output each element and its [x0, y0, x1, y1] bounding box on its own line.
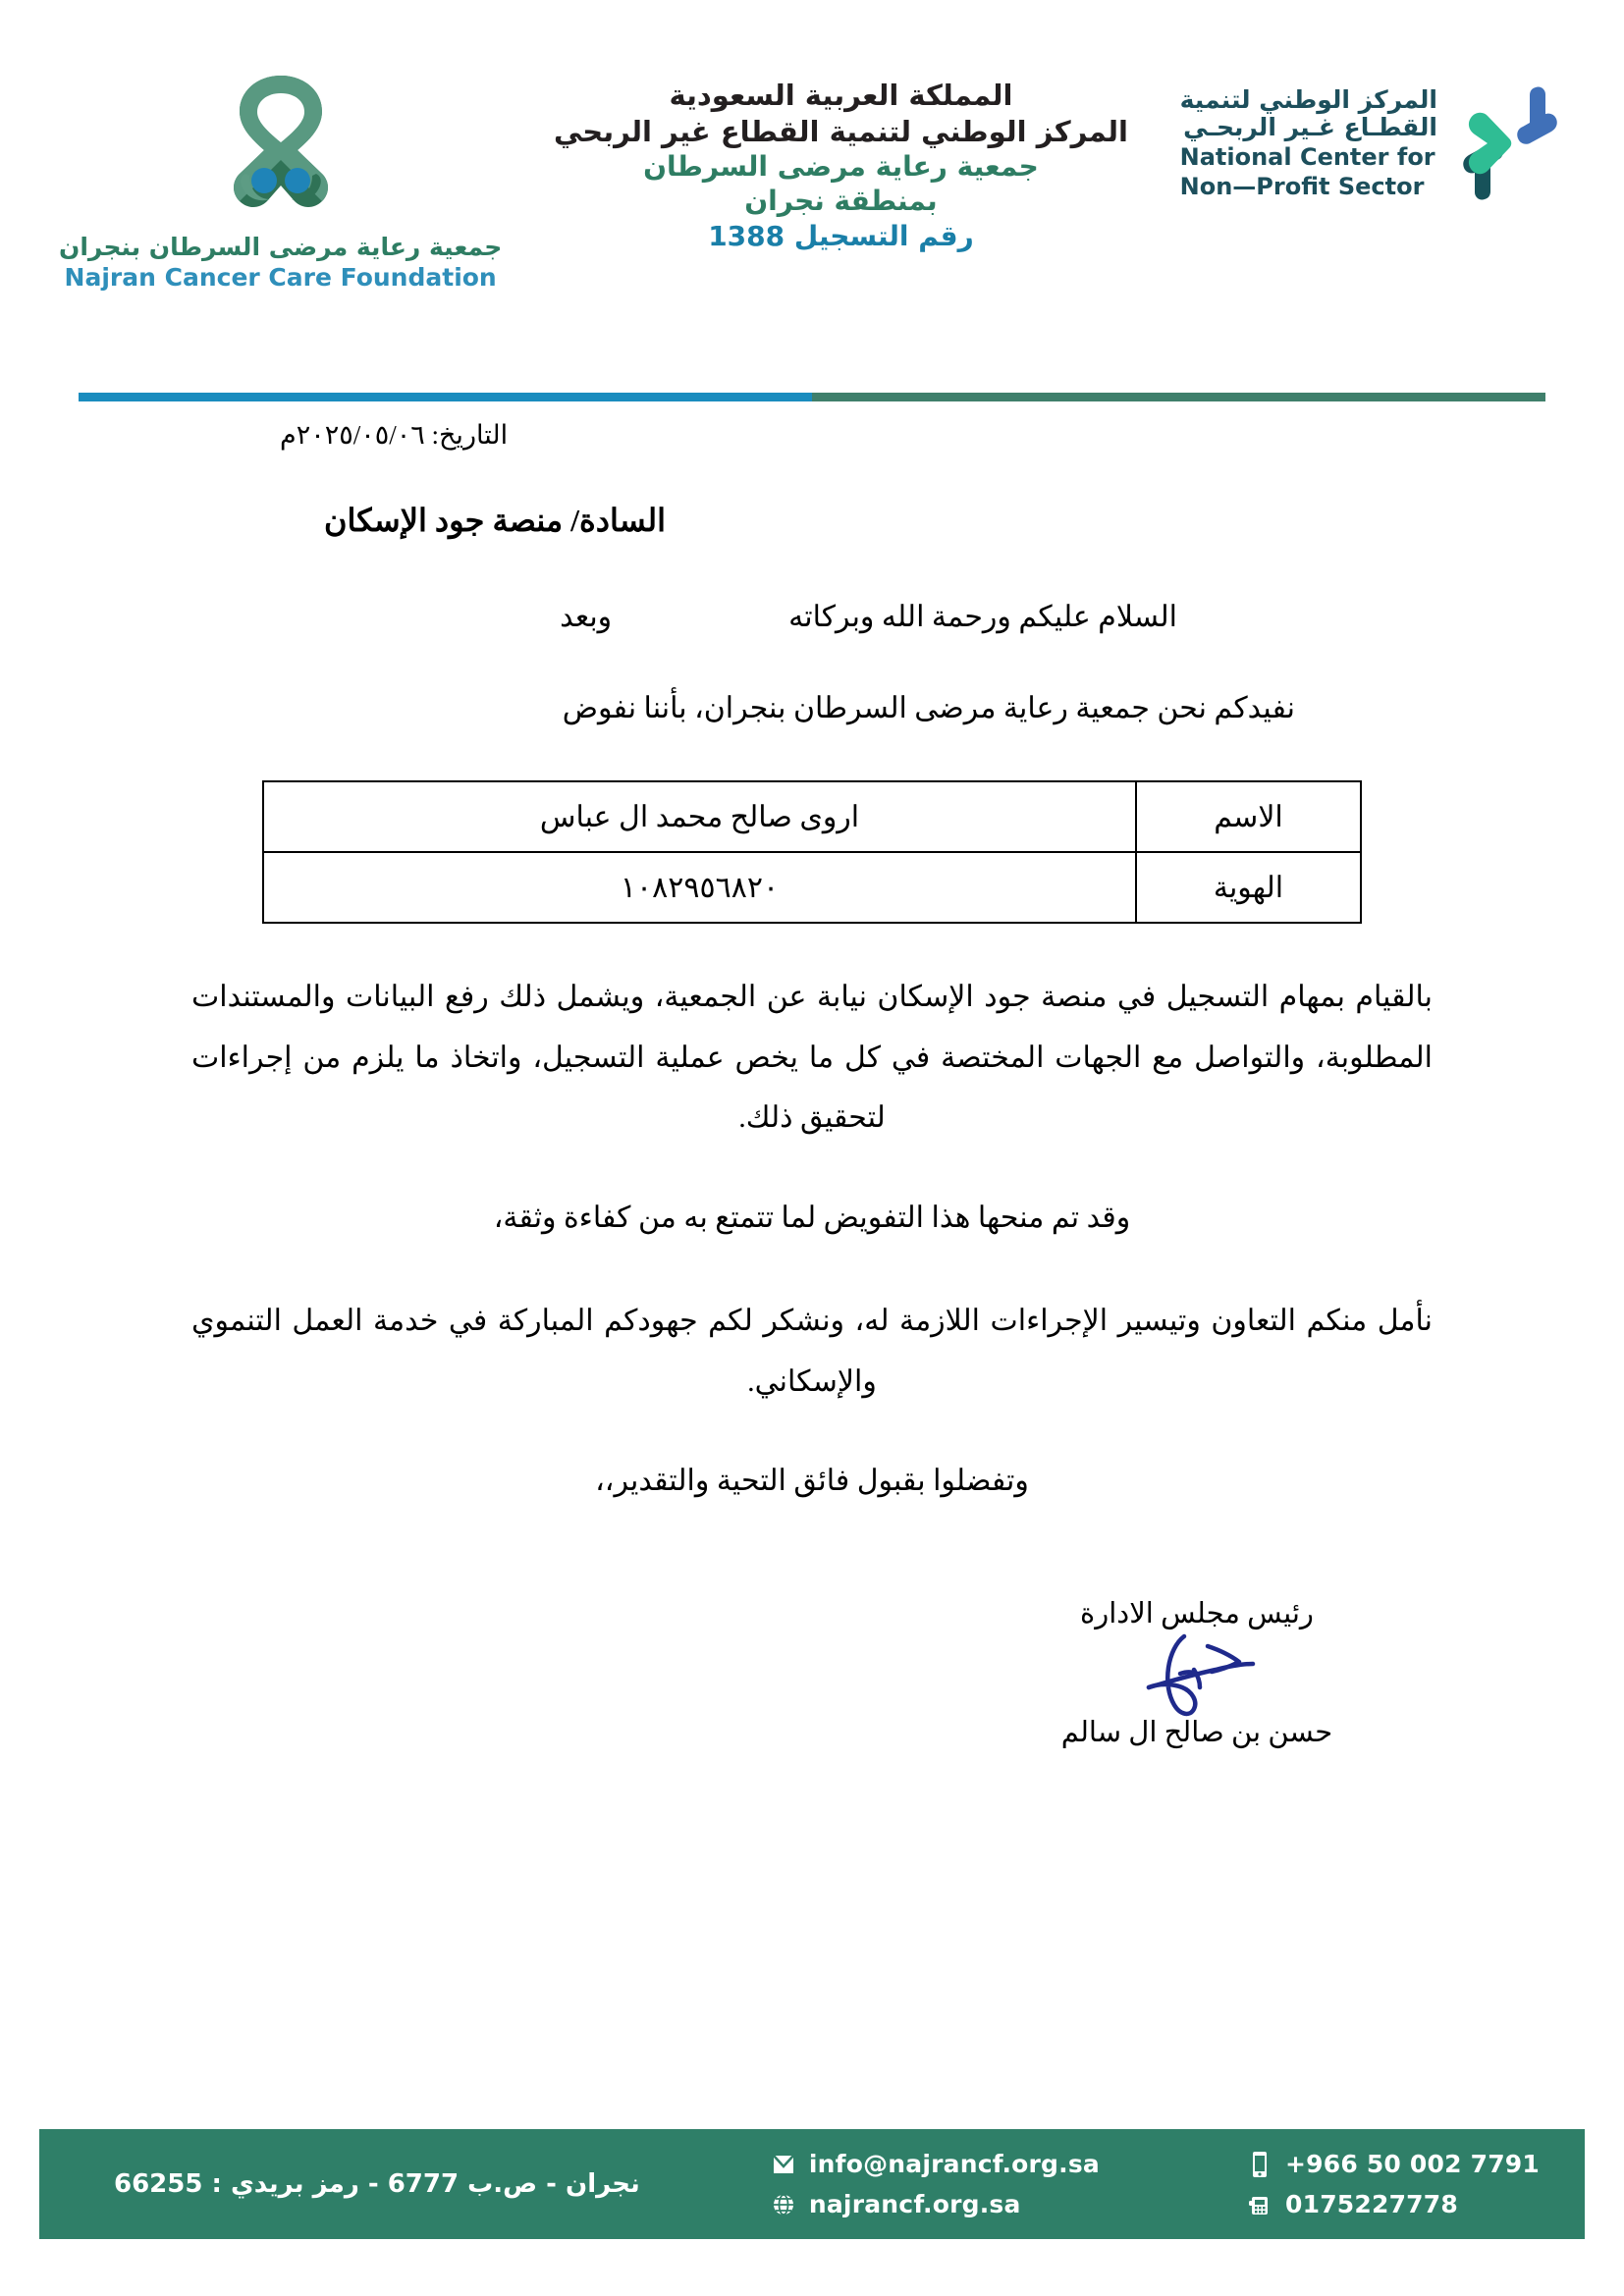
ncnp-arabic-line-1: المركز الوطني لتنمية	[1179, 85, 1437, 115]
najran-cancer-care-logo	[59, 58, 502, 292]
letter-paragraph-1: بالقيام بمهام التسجيل في منصة جود الإسكان نيابة عن الجمعية، ويشمل ذلك رفع البيانات والمستندات المطلوبة، والتواصل مع الجهات المختصة في كل ما يخص عملية التسجيل، واتخاذ ما يلزم من إجراءات لتحقيق ذلك.	[191, 981, 1433, 1134]
footer-website-address: najrancf.org.sa	[808, 2190, 1021, 2218]
letter-greeting-row	[191, 600, 1433, 634]
document-footer	[39, 2129, 1585, 2239]
nccf-arabic-name: جمعية رعاية مرضى السرطان بنجران	[59, 233, 503, 261]
header-title-center: المركز الوطني لتنمية القطاع غير الربحي	[553, 114, 1128, 148]
footer-email-address: info@najrancf.org.sa	[808, 2150, 1100, 2178]
footer-email	[771, 2150, 1100, 2178]
letter-recipient: السادة/ منصة جود الإسكان	[324, 503, 666, 538]
signature-block	[991, 1596, 1433, 1749]
table-label-id: الهوية	[1136, 852, 1361, 923]
delegate-info-table	[262, 780, 1362, 924]
footer-web-group	[771, 2150, 1100, 2218]
telephone-icon	[1247, 2191, 1272, 2218]
divider-blue-segment	[79, 393, 812, 401]
letter-date: التاريخ: ٢٠٢٥/٠٥/٠٦م	[280, 420, 509, 450]
envelope-icon	[771, 2151, 796, 2178]
footer-postal-address: نجران - ص.ب 6777 - رمز بريدي : 66255	[114, 2169, 640, 2199]
header-title-region: بمنطقة نجران	[744, 185, 938, 218]
table-label-name: الاسم	[1136, 781, 1361, 852]
divider-green-segment	[812, 393, 1545, 401]
national-center-logo	[1180, 81, 1565, 205]
letter-paragraph-3: نأمل منكم التعاون وتيسير الإجراءات اللازمة له، ونشكر لكم جهودكم المباركة في خدمة العمل التنموي والإسكاني.	[191, 1305, 1433, 1398]
mobile-icon	[1247, 2151, 1272, 2178]
letter-paragraph-4: وتفضلوا بقبول فائق التحية والتقدير،،	[595, 1465, 1029, 1497]
ncnp-arabic-line-2: القطـاع غـير الربحـي	[1183, 113, 1437, 142]
footer-mobile	[1247, 2150, 1540, 2178]
table-value-id: ١٠٨٢٩٥٦٨٢٠	[263, 852, 1136, 923]
ncnp-english-line-2: Non—Profit Sector	[1179, 173, 1425, 200]
letter-intro: نفيدكم نحن جمعية رعاية مرضى السرطان بنجران، بأننا نفوض	[562, 692, 1295, 724]
letter-paragraph-2: وقد تم منحها هذا التفويض لما تتمتع به من كفاءة وثقة،	[493, 1201, 1131, 1234]
header-title-block	[554, 78, 1128, 253]
footer-website	[771, 2190, 1100, 2218]
header-divider	[79, 393, 1545, 401]
signature-name: حسن بن صالح ال سالم	[1060, 1716, 1333, 1748]
footer-phone-group	[1247, 2150, 1540, 2218]
ncnp-english-line-1: National Center for	[1179, 143, 1435, 172]
letter-salutation: السلام عليكم ورحمة الله وبركاته	[788, 601, 1177, 633]
globe-icon	[771, 2191, 796, 2218]
signature-title: رئيس مجلس الادارة	[1080, 1597, 1314, 1629]
header-title-society: جمعية رعاية مرضى السرطان	[643, 150, 1039, 184]
footer-telephone	[1247, 2190, 1540, 2218]
letter-body	[0, 412, 1624, 1749]
table-value-name: اروى صالح محمد ال عباس	[263, 781, 1136, 852]
national-center-star-icon	[1455, 81, 1565, 205]
table-row	[263, 852, 1361, 923]
letter-after-word: وبعد	[560, 601, 613, 633]
document-header	[0, 0, 1624, 363]
header-registration-no: رقم التسجيل 1388	[708, 219, 974, 252]
ribbon-icon	[189, 58, 373, 227]
header-title-kingdom: المملكة العربية السعودية	[669, 79, 1013, 112]
nccf-english-name: Najran Cancer Care Foundation	[64, 263, 497, 292]
handwritten-signature-icon	[991, 1627, 1403, 1721]
footer-mobile-number: +966 50 002 7791	[1285, 2150, 1540, 2178]
footer-phone-number: 0175227778	[1285, 2190, 1458, 2218]
table-row	[263, 781, 1361, 852]
